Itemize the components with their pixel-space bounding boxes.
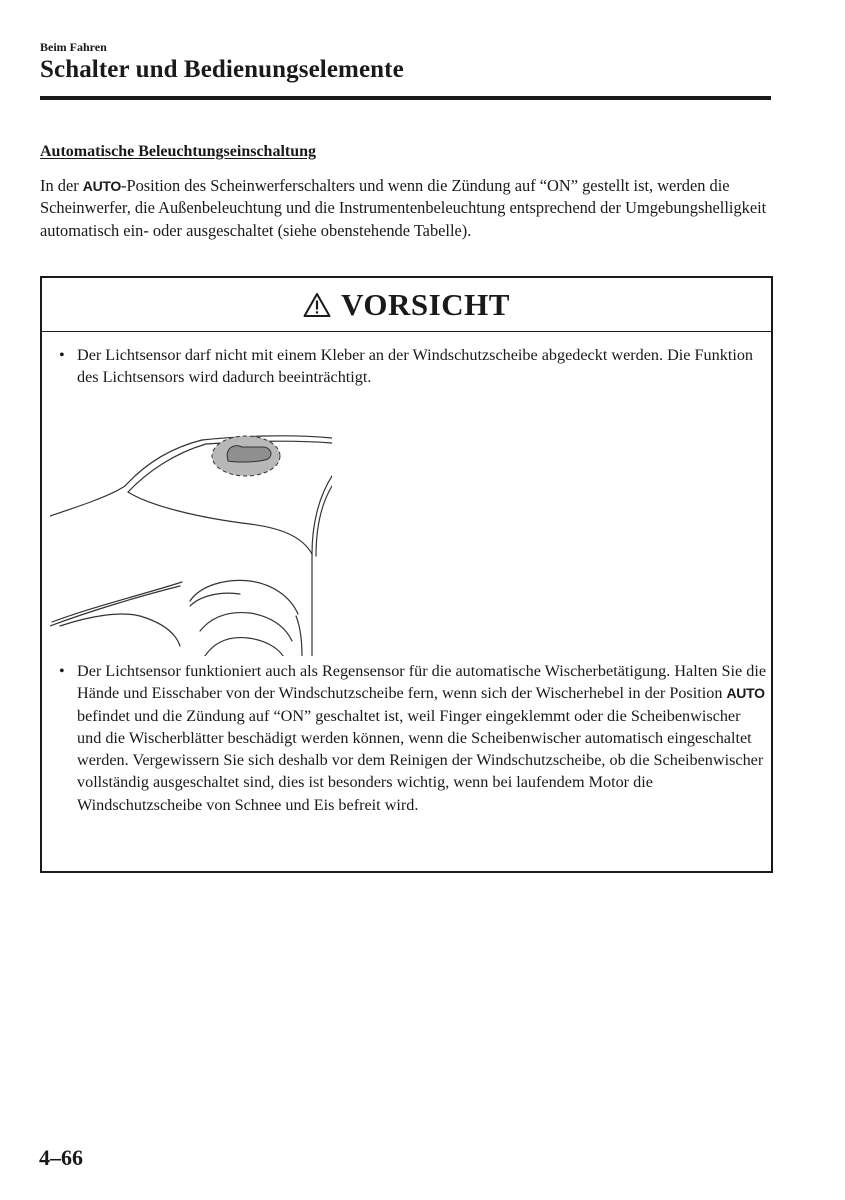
rain-sensor-text-after: befindet und die Zündung auf “ON” geschaltet ist, weil Finger eingeklemmt oder die Scheibenwischer und die Wischerblätter beschädigt werden können, wenn die Scheibenwischer automatisch eingeschaltet werden. Vergewissern Sie sich deshalb vor dem Reinigen der Windschutzscheibe, ob die Scheibenwischer vollständig ausgeschaltet sind, dies ist besonders wichtig, wenn bei laufendem Motor die Windschutzscheibe von Schnee und Eis befreit wird. — [77, 706, 764, 814]
auto-label: AUTO — [726, 685, 765, 702]
page-title: Schalter und Bedienungselemente — [40, 56, 404, 83]
caution-item-light-sensor: Der Lichtsensor darf nicht mit einem Kleber an der Windschutzscheibe abgedeckt werden. Die Funktion des Lichtsensors wird dadurch beeinträchtigt. — [77, 346, 754, 387]
title-divider — [40, 96, 771, 100]
caution-item-rain-sensor — [77, 660, 767, 816]
intro-text-before: In der — [40, 176, 83, 195]
auto-label: AUTO — [82, 178, 121, 194]
page-number: 4–66 — [39, 1145, 83, 1170]
caution-header — [42, 278, 771, 332]
warning-triangle-icon — [303, 292, 331, 318]
intro-paragraph — [40, 175, 785, 242]
windshield-sensor-illustration — [50, 426, 332, 656]
subsection-heading: Automatische Beleuchtungseinschaltung — [40, 143, 317, 160]
rain-sensor-text-before: Der Lichtsensor funktioniert auch als Regensensor für die automatische Wischerbetätigung. Halten Sie die Hände und Eisschaber von der Windschutzscheibe fern, wenn sich der Wischerhebel in der Position — [77, 662, 767, 703]
caution-title: VORSICHT — [341, 286, 510, 322]
bullet-marker: • — [59, 346, 65, 364]
bullet-marker: • — [59, 662, 65, 680]
caution-box — [40, 276, 773, 873]
chapter-label: Beim Fahren — [40, 40, 107, 54]
intro-text-after: -Position des Scheinwerferschalters und wenn die Zündung auf “ON” gestellt ist, werden die Scheinwerfer, die Außenbeleuchtung und die Instrumentenbeleuchtung entsprechend der Umgebungshelligkeit automatisch ein- oder ausgeschaltet (siehe obenstehende Tabelle). — [40, 176, 767, 240]
